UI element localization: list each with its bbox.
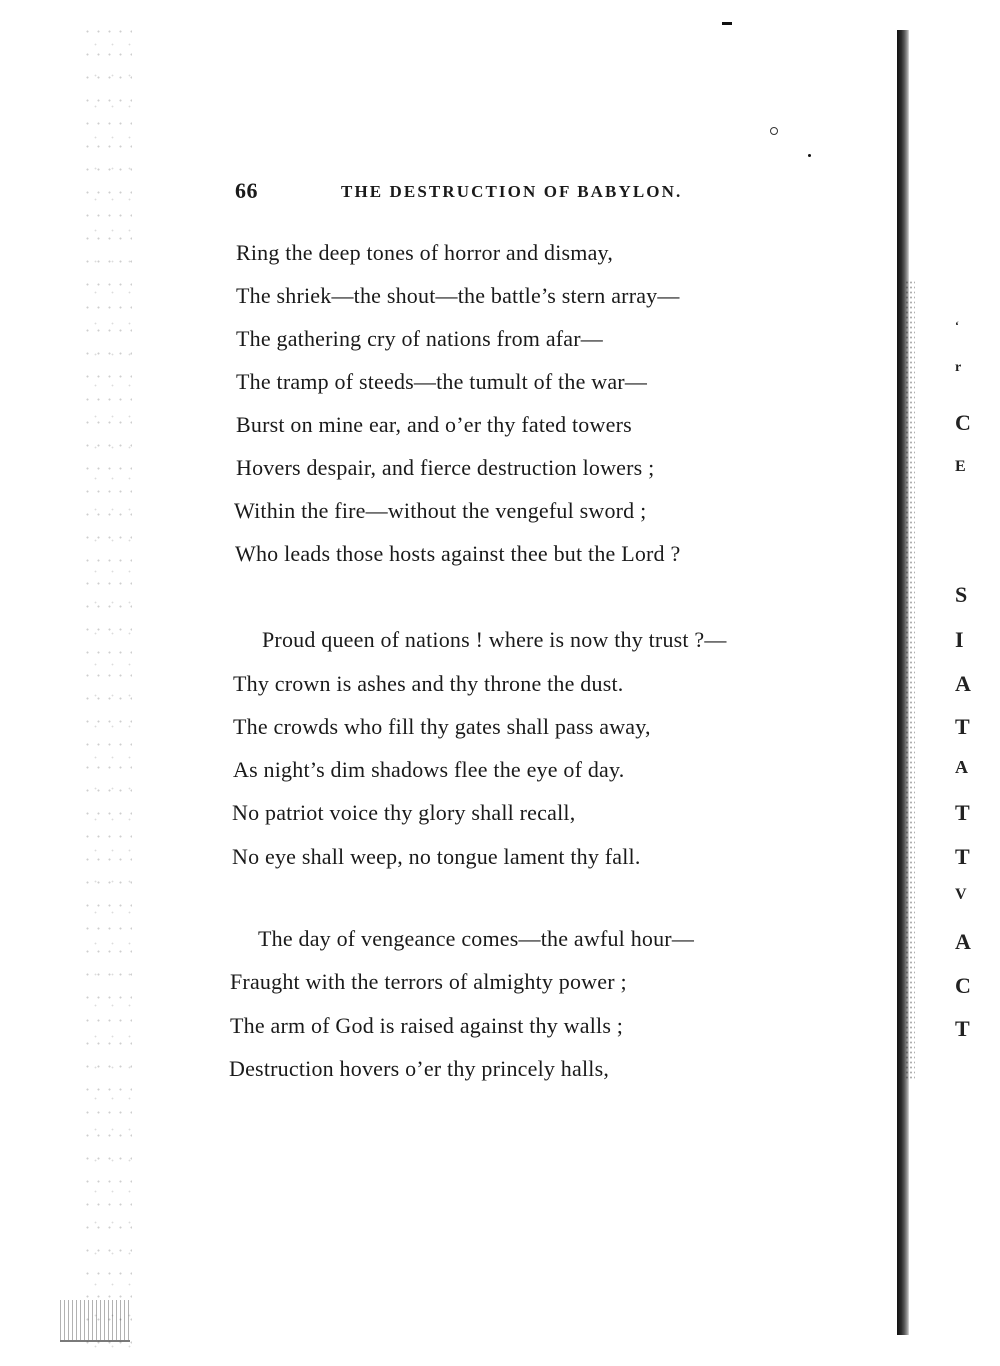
poem-line: Ring the deep tones of horror and dismay, [236,240,614,265]
binding-texture [905,280,915,1080]
scan-gutter-edge [60,1300,130,1342]
opposite-page-letter: A [955,929,971,954]
poem-line: No eye shall weep, no tongue lament thy fall. [232,844,641,869]
poem-line: Proud queen of nations ! where is now thy trust ?— [262,627,727,652]
opposite-page-letter: E [955,458,966,475]
scan-speck [808,154,811,157]
scan-speck [722,22,732,25]
opposite-page-letter: V [955,886,967,903]
opposite-page-letter: ʻ [955,318,959,332]
opposite-page-letter: C [955,410,971,435]
poem-line: The gathering cry of nations from afar— [236,326,603,351]
opposite-page-letter: r [955,360,962,375]
poem-line: No patriot voice thy glory shall recall, [232,800,576,825]
page-number: 66 [235,178,258,203]
page-title: THE DESTRUCTION OF BABYLON. [341,182,683,201]
opposite-page-letter: I [955,627,964,652]
poem-line: The crowds who fill thy gates shall pass away, [233,714,651,739]
opposite-page-letter: A [955,671,971,696]
poem-line: Fraught with the terrors of almighty power ; [230,969,627,994]
poem-line: Destruction hovers o’er thy princely halls, [229,1056,610,1081]
poem-line: Burst on mine ear, and o’er thy fated towers [236,412,632,437]
running-head [235,178,755,208]
opposite-page-letter: S [955,582,968,607]
poem-line: The arm of God is raised against thy walls ; [230,1013,624,1038]
opposite-page-letter: T [955,800,970,825]
poem-line: As night’s dim shadows flee the eye of day. [233,757,625,782]
poem-line: The tramp of steeds—the tumult of the war— [236,369,648,394]
opposite-page-edge [955,0,1000,1366]
opposite-page-letter: T [955,1016,970,1041]
scan-gutter-speckle [82,20,132,1350]
poem-line: Hovers despair, and fierce destruction lowers ; [236,455,655,480]
poem-line: The shriek—the shout—the battle’s stern array— [236,283,680,308]
opposite-page-letter: C [955,973,971,998]
opposite-page-letter: T [955,714,970,739]
opposite-page-letter: T [955,844,970,869]
opposite-page-letter: A [955,757,968,777]
poem-line: Who leads those hosts against thee but the Lord ? [235,541,681,566]
scan-speck [770,127,778,135]
poem-line: Thy crown is ashes and thy throne the dust. [233,671,624,696]
poem-line: Within the fire—without the vengeful sword ; [234,498,647,523]
poem-line: The day of vengeance comes—the awful hour— [258,926,695,951]
